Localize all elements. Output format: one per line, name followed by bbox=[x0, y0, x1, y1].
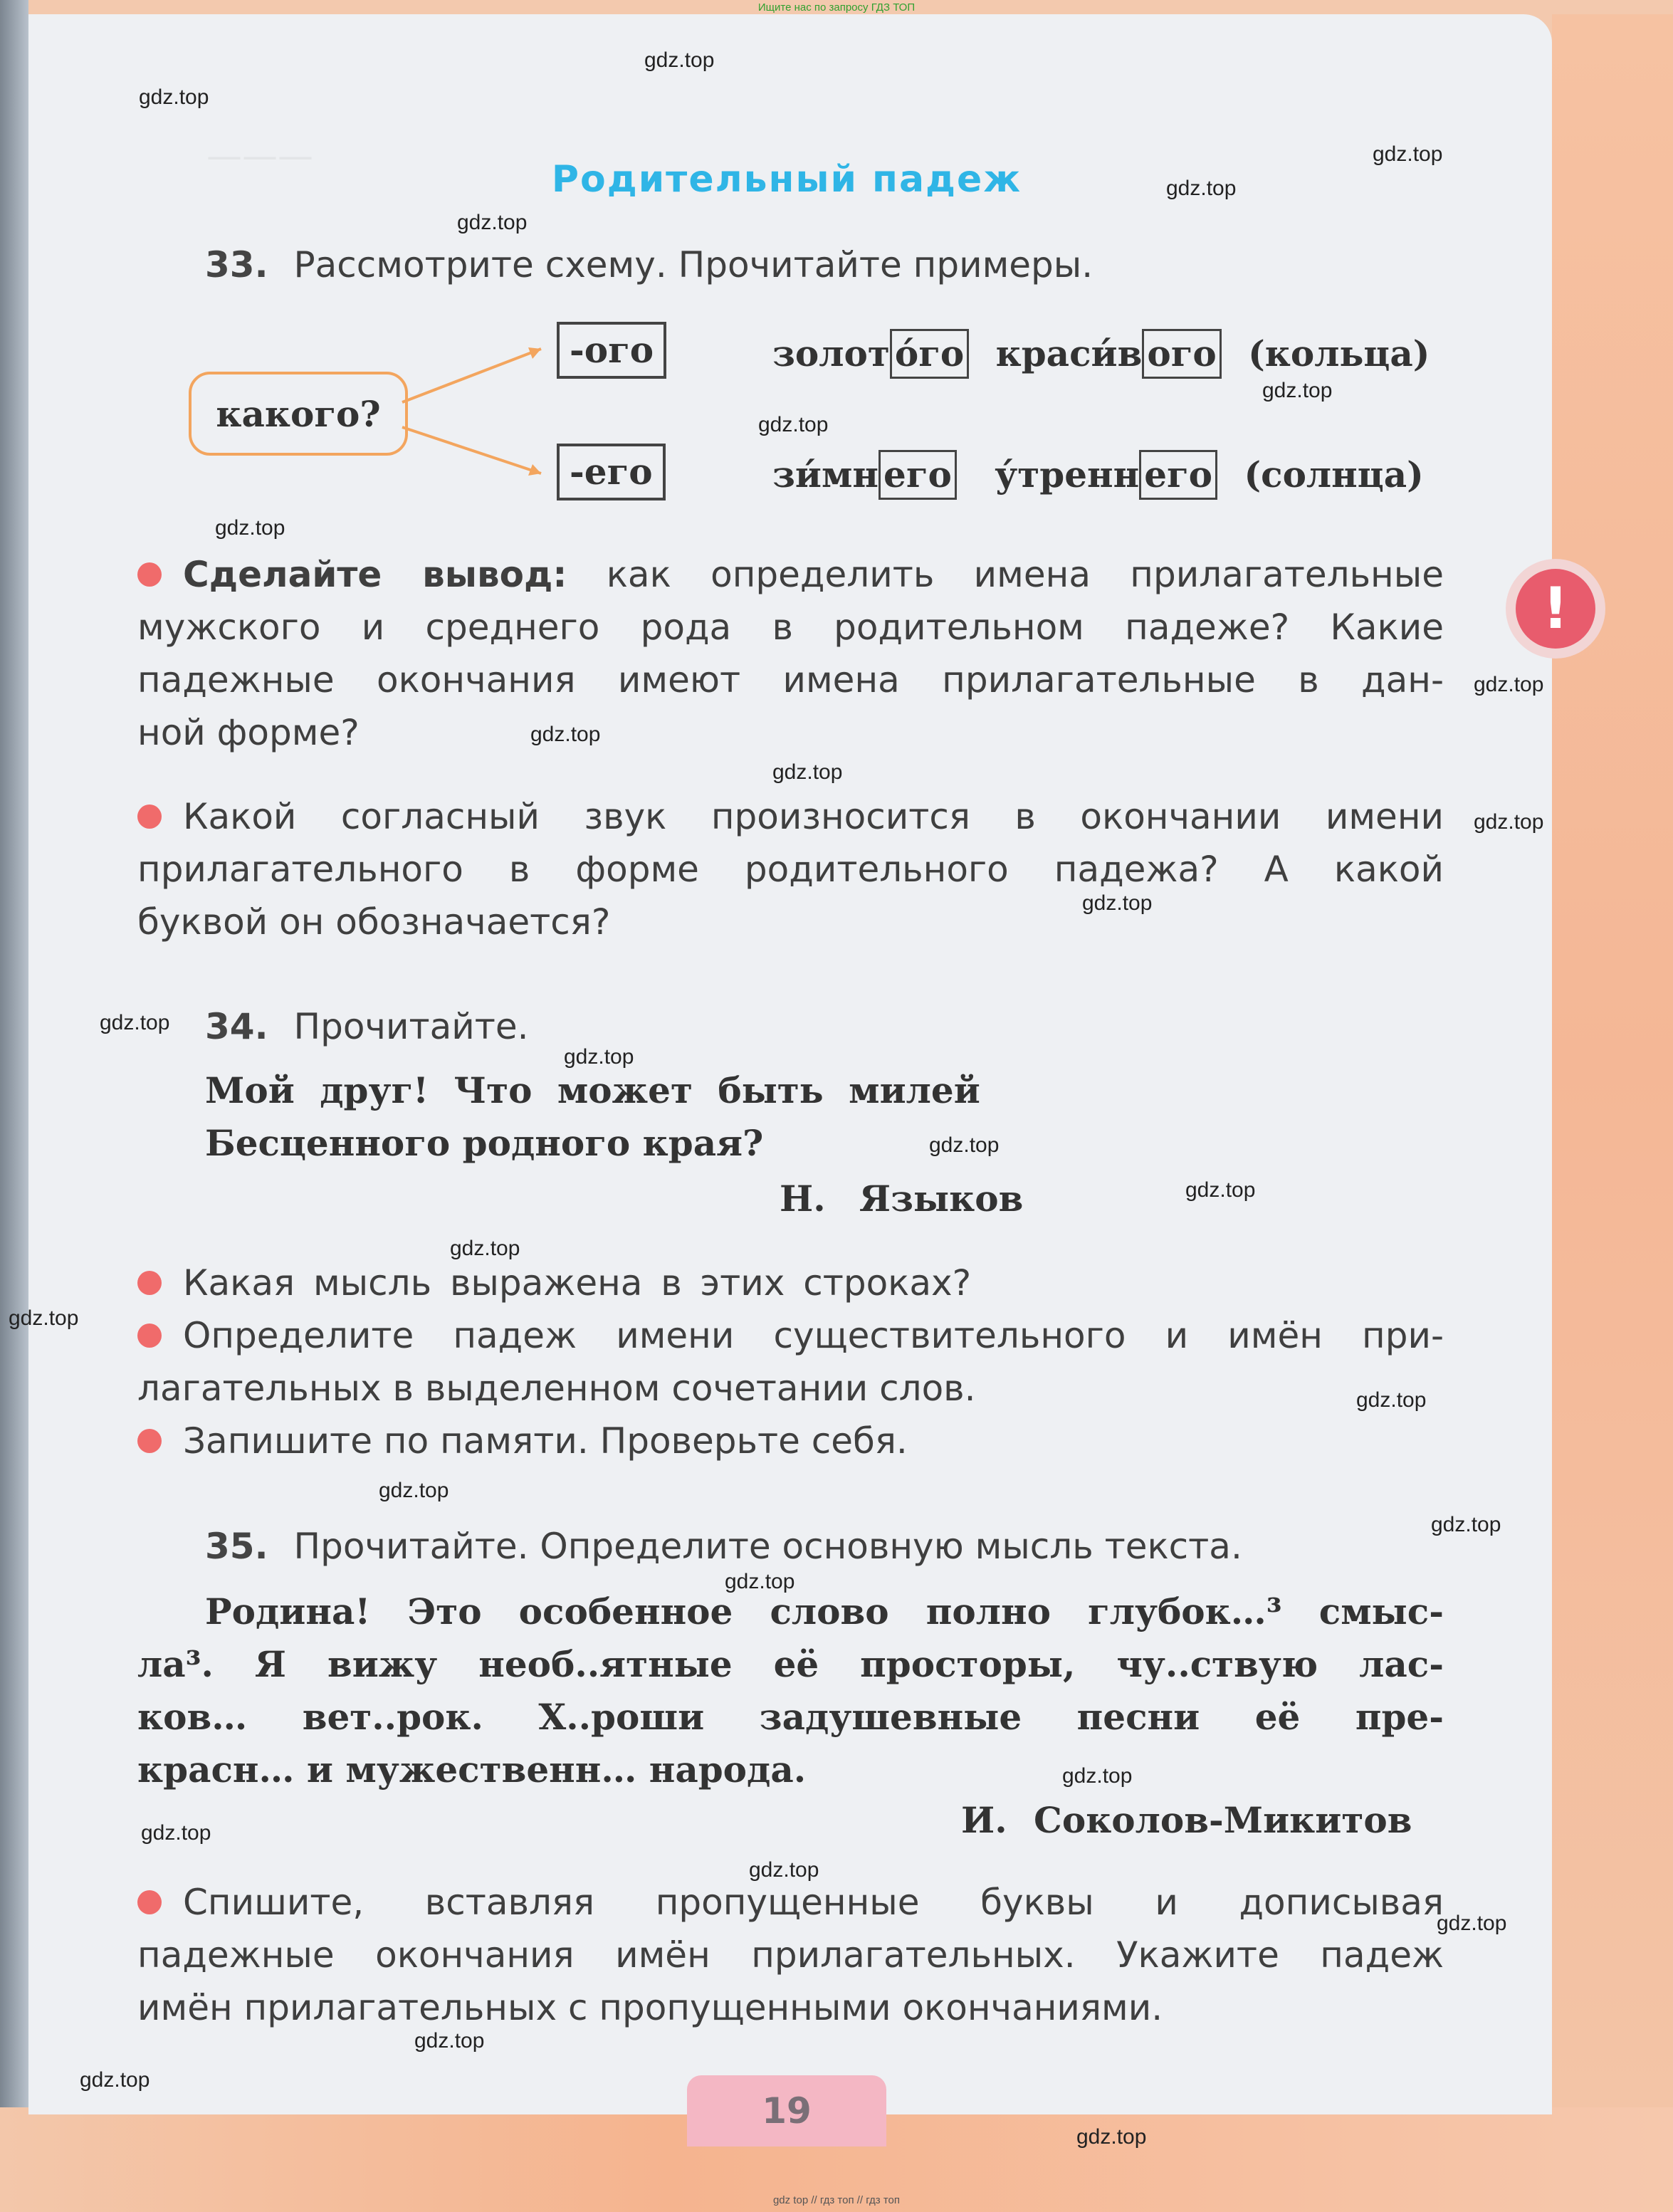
text-line: буквой он обозначается? bbox=[137, 901, 611, 943]
text-line: Какой согласный звук произносится в окончании имени bbox=[183, 796, 1444, 837]
watermark: gdz.top bbox=[1431, 1513, 1501, 1536]
noun-hint: (солнца) bbox=[1244, 454, 1424, 496]
text-line: как определить имена прилагательные bbox=[606, 554, 1444, 595]
watermark: gdz.top bbox=[1062, 1764, 1133, 1788]
ex33-bullet-1 bbox=[137, 548, 1444, 759]
watermark: gdz.top bbox=[1356, 1388, 1427, 1412]
text-line: падежные окончания имеют имена прилагательные в дан- bbox=[137, 659, 1444, 701]
ex34-number: 34. bbox=[205, 1006, 268, 1047]
word-ending: ого bbox=[1142, 329, 1221, 379]
word-stem: краси́в bbox=[995, 332, 1143, 374]
arrow-icon bbox=[399, 335, 555, 498]
text-author: И. Соколов-Микитов bbox=[961, 1799, 1412, 1841]
watermark: gdz.top bbox=[929, 1133, 1000, 1157]
ex35-number: 35. bbox=[205, 1526, 268, 1567]
ending-box-ego: -его bbox=[557, 444, 666, 500]
watermark: gdz.top bbox=[80, 2068, 150, 2092]
example-row-1 bbox=[772, 327, 1430, 380]
text-line: Родина! Это особенное слово полно глубок…³ смыс- bbox=[205, 1590, 1444, 1632]
ex35-text bbox=[137, 1585, 1444, 1796]
footer-note: gdz top // гдз топ // гдз топ bbox=[772, 2194, 901, 2206]
bold-lead: Сделайте вывод: bbox=[183, 554, 567, 595]
text-line: падежные окончания имён прилагательных. Укажите падеж bbox=[137, 1934, 1444, 1976]
text-line: ла³. Я вижу необ..ятные её просторы, чу..ствую лас- bbox=[137, 1643, 1444, 1685]
watermark: gdz.top bbox=[139, 85, 209, 109]
word-stem: зи́мн bbox=[772, 454, 879, 496]
watermark: gdz.top bbox=[644, 48, 715, 72]
text-line: Определите падеж имени существительного и имён при- bbox=[183, 1315, 1444, 1356]
text-line: красн… и мужественн… народа. bbox=[137, 1749, 807, 1791]
watermark: gdz.top bbox=[1373, 142, 1443, 166]
watermark: gdz.top bbox=[758, 413, 829, 436]
text-line: Какая мысль выражена в этих строках? bbox=[183, 1262, 972, 1304]
page-number-text: 19 bbox=[762, 2090, 812, 2132]
example-row-2 bbox=[772, 449, 1424, 501]
watermark: gdz.top bbox=[414, 2029, 485, 2053]
text-line: Спишите, вставляя пропущенные буквы и дописывая bbox=[183, 1882, 1444, 1923]
watermark: gdz.top bbox=[215, 516, 285, 540]
book-spine bbox=[0, 0, 28, 2212]
watermark: gdz.top bbox=[100, 1011, 170, 1034]
watermark: gdz.top bbox=[530, 723, 601, 746]
watermark: gdz.top bbox=[9, 1306, 79, 1330]
watermark: gdz.top bbox=[1474, 810, 1544, 834]
text-line: Запишите по памяти. Проверьте себя. bbox=[183, 1420, 908, 1462]
poem-author: Н. Языков bbox=[780, 1178, 1024, 1220]
question-text: какого? bbox=[216, 392, 381, 435]
text-line: ной форме? bbox=[137, 712, 360, 753]
bullet-icon bbox=[137, 1890, 162, 1914]
watermark: gdz.top bbox=[1437, 1912, 1507, 1935]
bullet-icon bbox=[137, 804, 162, 829]
watermark: gdz.top bbox=[564, 1045, 634, 1069]
text-line: ков… вет..рок. Х..роши задушевные песни её пре- bbox=[137, 1696, 1444, 1738]
text-line: мужского и среднего рода в родительном падеже? Какие bbox=[137, 607, 1444, 648]
page-number bbox=[687, 2075, 886, 2147]
word-stem: у́тренн bbox=[995, 454, 1140, 496]
text-line: прилагательного в форме родительного падежа? А какой bbox=[137, 849, 1444, 890]
bullet-icon bbox=[137, 1429, 162, 1453]
watermark: gdz.top bbox=[1474, 673, 1544, 696]
poem-line: Бесценного родного края? bbox=[205, 1122, 764, 1164]
header-note: Ищите нас по запросу ГДЗ ТОП bbox=[757, 1, 916, 14]
ex33-header bbox=[205, 239, 1093, 291]
ex35-bullet bbox=[137, 1876, 1444, 2034]
bullet-icon bbox=[137, 562, 162, 587]
textbook-page: ——— bbox=[28, 14, 1552, 2114]
watermark: gdz.top bbox=[1076, 2125, 1147, 2149]
question-bubble bbox=[189, 372, 408, 456]
word-stem: золот bbox=[772, 332, 890, 374]
watermark: gdz.top bbox=[725, 1570, 795, 1593]
watermark: gdz.top bbox=[1185, 1178, 1256, 1202]
word-ending: его bbox=[879, 450, 957, 500]
watermark: gdz.top bbox=[749, 1858, 819, 1882]
ex33-bullet-2 bbox=[137, 790, 1444, 948]
text-line: лагательных в выделенном сочетании слов. bbox=[137, 1368, 976, 1409]
watermark: gdz.top bbox=[1082, 891, 1153, 915]
text-line: имён прилагательных с пропущенными окончаниями. bbox=[137, 1987, 1163, 2028]
ex34-header bbox=[205, 1000, 529, 1053]
watermark: gdz.top bbox=[1262, 379, 1333, 402]
word-ending: о́го bbox=[890, 329, 969, 379]
poem-line: Мой друг! Что может быть милей bbox=[205, 1069, 980, 1111]
poem bbox=[205, 1064, 980, 1170]
ex35-instruction: Прочитайте. Определите основную мысль текста. bbox=[293, 1526, 1242, 1567]
watermark: gdz.top bbox=[379, 1479, 449, 1502]
warning-icon: ! bbox=[1506, 559, 1605, 659]
bullet-icon bbox=[137, 1323, 162, 1348]
ex33-instruction: Рассмотрите схему. Прочитайте примеры. bbox=[293, 244, 1094, 285]
ex33-number: 33. bbox=[205, 244, 268, 285]
noun-hint: (кольца) bbox=[1248, 332, 1430, 374]
ex34-instruction: Прочитайте. bbox=[293, 1006, 529, 1047]
watermark: gdz.top bbox=[1166, 177, 1237, 200]
section-title: Родительный падеж bbox=[551, 158, 1022, 201]
right-page-edge bbox=[1552, 14, 1673, 2114]
word-ending: его bbox=[1139, 450, 1217, 500]
ex35-header bbox=[205, 1520, 1242, 1573]
ending-box-ogo: -ого bbox=[557, 322, 666, 379]
watermark: gdz.top bbox=[141, 1821, 211, 1845]
watermark: gdz.top bbox=[457, 211, 528, 234]
bullet-icon bbox=[137, 1271, 162, 1295]
ex34-bullets bbox=[137, 1257, 1444, 1467]
watermark: gdz.top bbox=[450, 1237, 520, 1260]
watermark: gdz.top bbox=[772, 760, 843, 784]
